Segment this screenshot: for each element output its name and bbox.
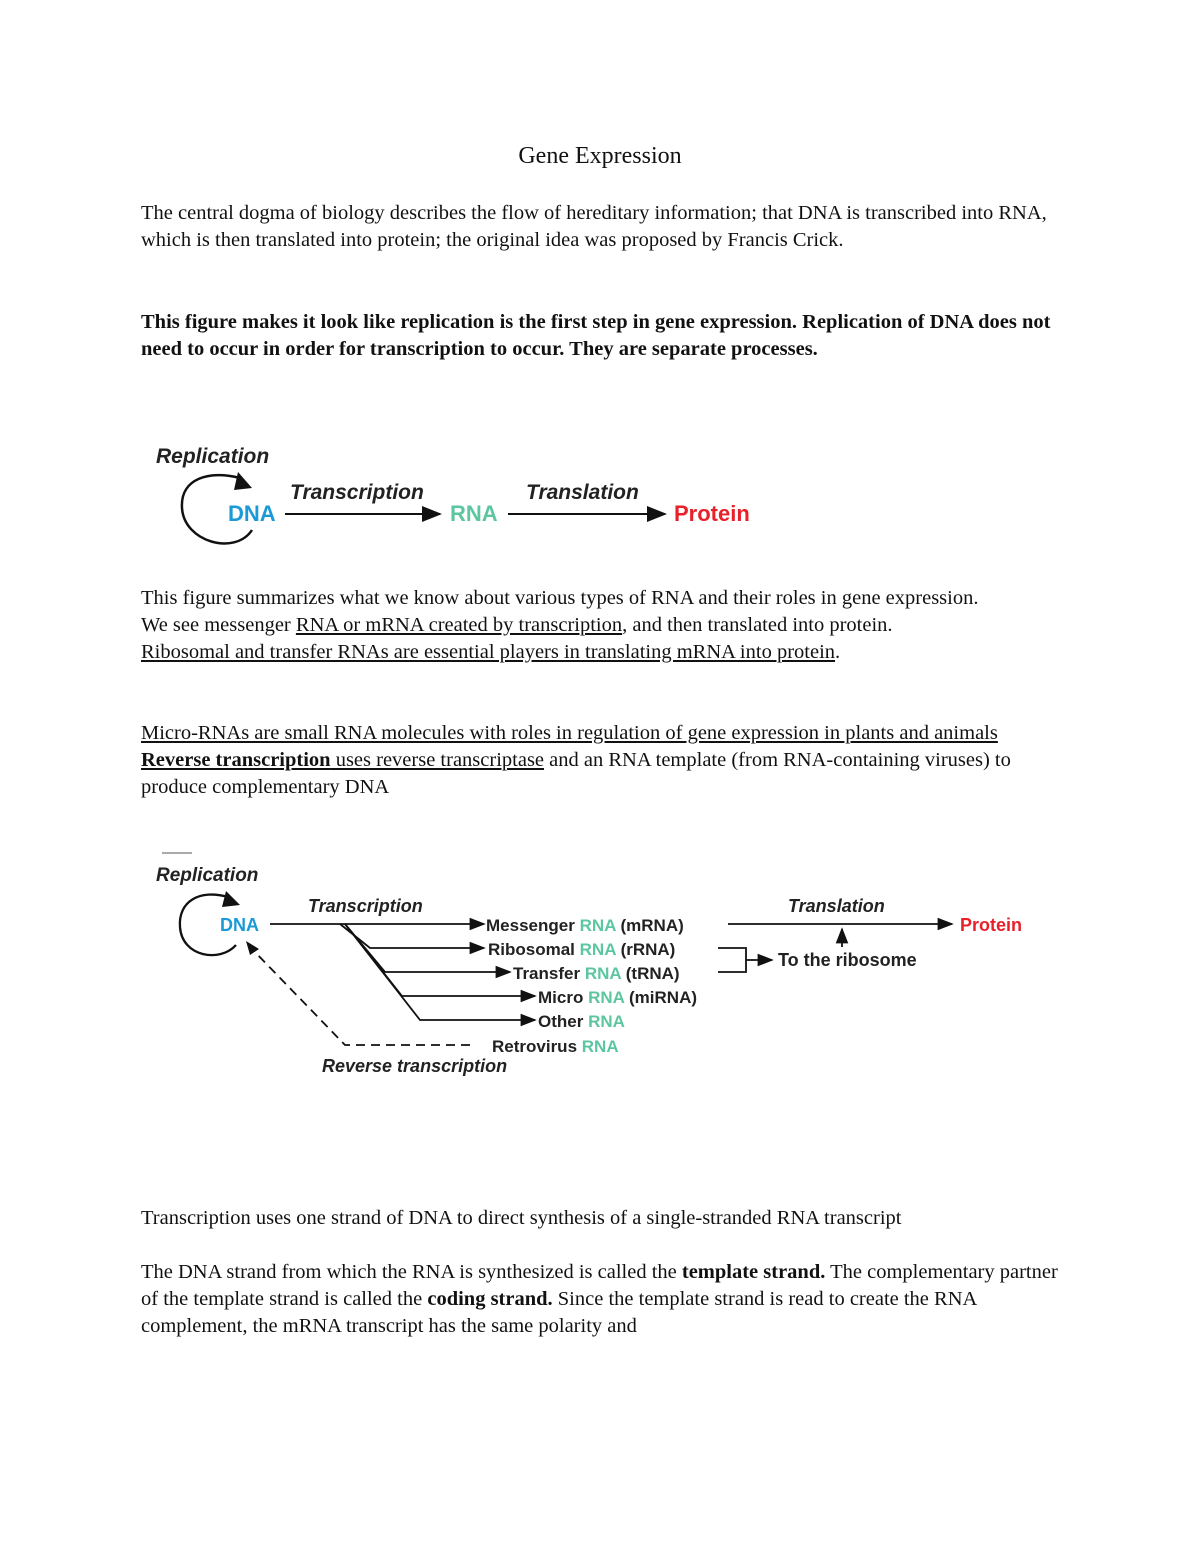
line2-underlined: RNA or mRNA created by transcription <box>295 614 623 636</box>
microrna-line: Micro-RNAs are small RNA molecules with roles in regulation of gene expression in plants and animals <box>141 722 998 744</box>
fig2-protein-label: Protein <box>960 915 1023 935</box>
coding-strand-term: coding strand. <box>427 1288 553 1310</box>
rna-summary-paragraph <box>141 585 1061 666</box>
reverse-transcription-label: Reverse transcription <box>322 1056 508 1076</box>
line3-text-b: . <box>835 641 841 663</box>
transfer-rna-label: Transfer RNA (tRNA) <box>513 964 680 983</box>
ribosomal-rna-label: Ribosomal RNA (rRNA) <box>488 940 676 959</box>
messenger-rna-label: Messenger RNA (mRNA) <box>486 916 684 935</box>
other-rna-label: Other RNA <box>538 1012 625 1031</box>
reverse-transcription-term: Reverse transcription <box>141 749 331 771</box>
rna-summary-line2 <box>141 612 1061 639</box>
template-text-c: The complementary partner of the template strand is called the <box>141 1261 1058 1310</box>
template-text-e: Since the template strand is read to create the RNA complement, the mRNA transcript has the same polarity and <box>141 1288 977 1337</box>
reverse-transcription-rest: and an RNA template (from RNA-containing viruses) to produce complementary DNA <box>141 749 1011 798</box>
transcription-paragraph: Transcription uses one strand of DNA to direct synthesis of a single-stranded RNA transcript <box>141 1207 902 1229</box>
fig2-replication-label: Replication <box>156 865 259 886</box>
central-dogma-figure <box>140 430 800 560</box>
intro-paragraph: The central dogma of biology describes the flow of hereditary information; that DNA is transcribed into RNA, which is then translated into protein; the original idea was proposed by Francis Crick. <box>141 202 1047 251</box>
line2-text-a: We see messenger <box>141 614 296 636</box>
template-strand-paragraph <box>141 1259 1061 1340</box>
micro-rna-label: Micro RNA (miRNA) <box>538 988 698 1007</box>
template-strand-term: template strand. <box>681 1261 826 1283</box>
to-ribosome-label: To the ribosome <box>778 950 917 970</box>
fig1-translation-label: Translation <box>526 481 639 504</box>
rna-summary-line3 <box>141 639 1061 666</box>
reverse-transcription-line <box>141 747 1061 801</box>
fig1-protein-label: Protein <box>674 501 750 526</box>
fig1-transcription-label: Transcription <box>290 481 424 504</box>
fig1-rna-label: RNA <box>450 501 498 526</box>
replication-arrowhead <box>234 472 252 490</box>
fig2-dna-label: DNA <box>220 915 259 935</box>
page-title: Gene Expression <box>518 143 682 169</box>
note-paragraph: This figure makes it look like replication is the first step in gene expression. Replication of DNA does not need to occur in order for transcription to occur. They are separate processes. <box>141 311 1051 360</box>
microrna-paragraph <box>141 720 1061 801</box>
reverse-transcription-dashed-line <box>252 949 470 1045</box>
line3-underlined: Ribosomal and transfer RNAs are essential players in translating mRNA into protein <box>141 641 836 663</box>
reverse-transcriptase-text: uses reverse transcriptase <box>330 749 545 771</box>
ribosome-bracket <box>718 948 746 972</box>
fig2-transcription-label: Transcription <box>308 896 423 916</box>
fig2-replication-arrowhead <box>222 891 240 907</box>
rna-types-figure <box>140 845 1060 1085</box>
fig2-translation-label: Translation <box>788 896 885 916</box>
reverse-transcription-arrowhead <box>246 941 259 955</box>
template-text-a: The DNA strand from which the RNA is synthesized is called the <box>141 1261 682 1283</box>
fig1-dna-label: DNA <box>228 501 276 526</box>
rna-summary-line1: This figure summarizes what we know about various types of RNA and their roles in gene expression. <box>141 587 979 609</box>
fig1-replication-label: Replication <box>156 445 270 468</box>
line2-text-b: , and then translated into protein. <box>622 614 893 636</box>
retrovirus-rna-label: Retrovirus RNA <box>492 1037 619 1056</box>
